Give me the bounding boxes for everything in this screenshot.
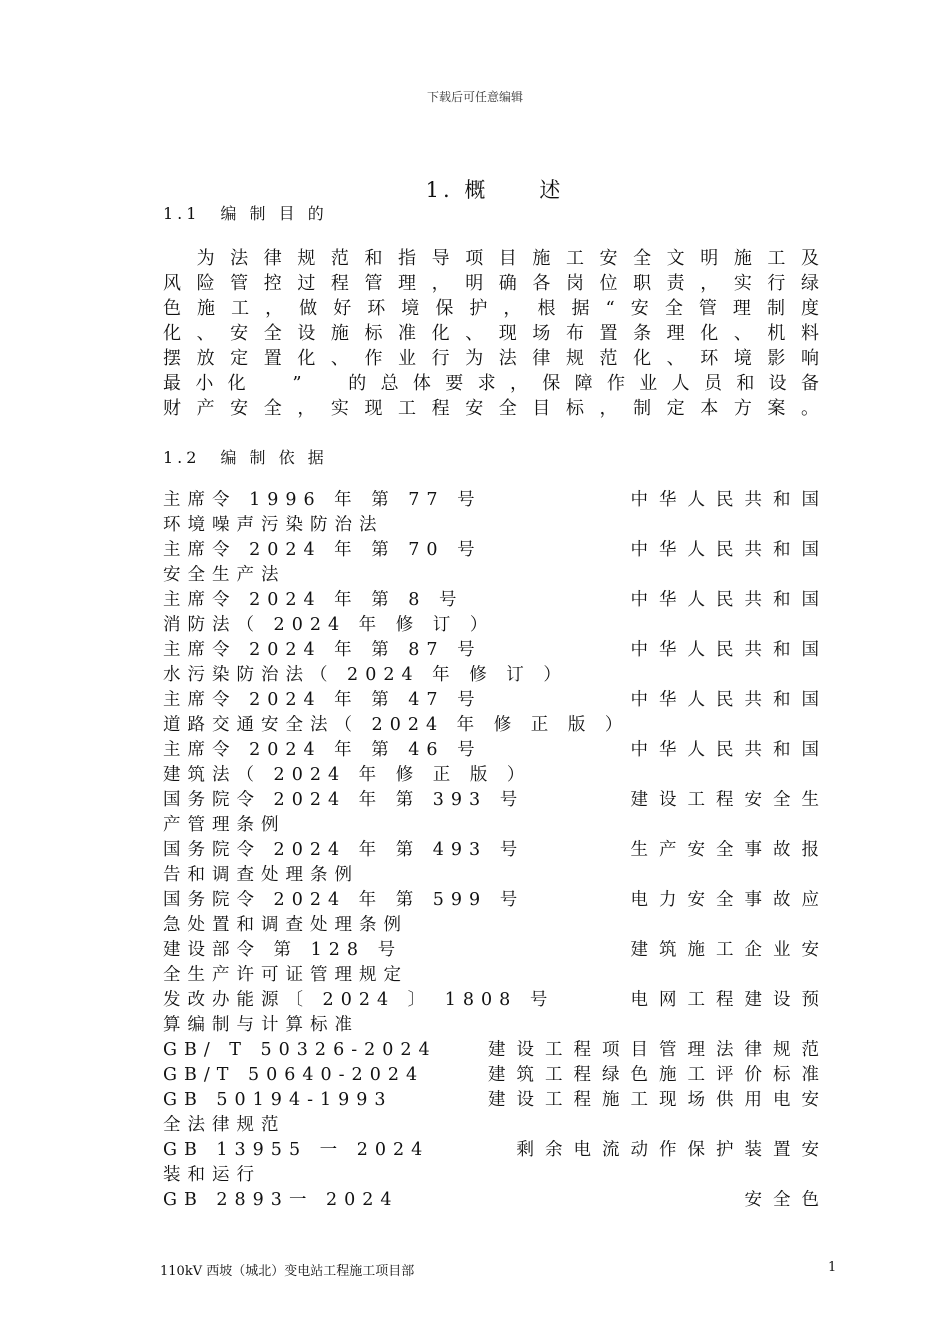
page-number: 1 xyxy=(828,1260,837,1275)
reference-title-continued: 水污染防治法（ 2024 年 修 订 ） xyxy=(163,665,568,685)
paragraph-line: 财产安全，实现工程安全目标，制定本方案。 xyxy=(163,398,819,419)
reference-title: 建设工程施工现场供用电安 xyxy=(488,1090,830,1110)
reference-row-continued xyxy=(163,663,819,688)
reference-title-continued: 装和运行 xyxy=(163,1165,261,1185)
reference-code: 国务院令 2024 年 第 493 号 xyxy=(163,840,525,860)
paragraph-line: 色施工，做好环境保护，根据“安全管理制度 xyxy=(163,298,819,319)
section-heading-basis: 1.2 编 制 依 据 xyxy=(163,448,328,467)
reference-title-continued: 全法律规范 xyxy=(163,1115,286,1135)
reference-row xyxy=(163,1063,830,1088)
paragraph-line: 摆放定置化、作业行为法律规范化、环境影响 xyxy=(163,348,819,369)
reference-title: 中华人民共和国 xyxy=(630,490,830,510)
reference-row xyxy=(163,1188,830,1213)
footer-project: 110kV 西坡（城北）变电站工程施工项目部 xyxy=(160,1264,415,1279)
reference-row xyxy=(163,1138,830,1163)
purpose-paragraph xyxy=(163,246,819,421)
reference-row xyxy=(163,538,830,563)
reference-code: GB 2893一 2024 xyxy=(163,1190,399,1210)
page-title: 1. 概 述 xyxy=(425,178,565,202)
reference-row xyxy=(163,788,830,813)
reference-row xyxy=(163,888,830,913)
reference-title: 建设工程安全生 xyxy=(630,790,830,810)
reference-row-continued xyxy=(163,613,819,638)
section-heading-purpose: 1.1 编 制 目 的 xyxy=(163,204,328,223)
reference-row-continued xyxy=(163,763,819,788)
reference-code: 国务院令 2024 年 第 393 号 xyxy=(163,790,525,810)
reference-title: 安全色 xyxy=(744,1190,830,1210)
reference-row xyxy=(163,1038,830,1063)
reference-title: 中华人民共和国 xyxy=(630,740,830,760)
reference-row-continued xyxy=(163,1163,819,1188)
paragraph-line: 最小化 ” 的总体要求，保障作业人员和设备 xyxy=(163,373,819,394)
reference-title: 电网工程建设预 xyxy=(630,990,830,1010)
reference-code: GB/ T 50326-2024 xyxy=(163,1040,437,1060)
reference-row-continued xyxy=(163,563,819,588)
reference-row xyxy=(163,638,830,663)
reference-title: 电力安全事故应 xyxy=(630,890,830,910)
reference-title-continued: 产管理条例 xyxy=(163,815,286,835)
reference-code: GB/T 50640-2024 xyxy=(163,1065,425,1085)
reference-title: 生产安全事故报 xyxy=(630,840,830,860)
reference-row xyxy=(163,688,830,713)
reference-code: 主席令 1996 年 第 77 号 xyxy=(163,490,482,510)
reference-row-continued xyxy=(163,513,819,538)
reference-code: 主席令 2024 年 第 8 号 xyxy=(163,590,464,610)
reference-row-continued xyxy=(163,863,819,888)
reference-title-continued: 安全生产法 xyxy=(163,565,286,585)
header-note: 下载后可任意编辑 xyxy=(426,90,523,104)
reference-row-continued xyxy=(163,713,819,738)
reference-title: 中华人民共和国 xyxy=(630,690,830,710)
reference-title-continued: 全生产许可证管理规定 xyxy=(163,965,408,985)
reference-title-continued: 算编制与计算标准 xyxy=(163,1015,359,1035)
reference-row-continued xyxy=(163,1013,819,1038)
reference-title: 中华人民共和国 xyxy=(630,590,830,610)
reference-title-continued: 建筑法（ 2024 年 修 正 版 ） xyxy=(163,765,532,785)
reference-title-continued: 急处置和调查处理条例 xyxy=(163,915,408,935)
reference-title-continued: 告和调查处理条例 xyxy=(163,865,359,885)
reference-code: 建设部令 第 128 号 xyxy=(163,940,403,960)
reference-title: 建设工程项目管理法律规范 xyxy=(488,1040,830,1060)
reference-code: 发改办能源〔 2024 〕 1808 号 xyxy=(163,990,555,1010)
reference-title: 建筑工程绿色施工评价标准 xyxy=(488,1065,830,1085)
reference-row xyxy=(163,588,830,613)
reference-row-continued xyxy=(163,813,819,838)
reference-title-continued: 环境噪声污染防治法 xyxy=(163,515,384,535)
reference-row-continued xyxy=(163,963,819,988)
reference-row xyxy=(163,488,830,513)
reference-title: 建筑施工企业安 xyxy=(630,940,830,960)
reference-code: 主席令 2024 年 第 87 号 xyxy=(163,640,482,660)
paragraph-line: 为法律规范和指导项目施工安全文明施工及 xyxy=(163,248,819,269)
reference-title: 剩余电流动作保护装置安 xyxy=(516,1140,830,1160)
reference-title: 中华人民共和国 xyxy=(630,640,830,660)
reference-row xyxy=(163,838,830,863)
reference-row xyxy=(163,738,830,763)
paragraph-line: 风险管控过程管理，明确各岗位职责，实行绿 xyxy=(163,273,819,294)
paragraph-line: 化、安全设施标准化、现场布置条理化、机料 xyxy=(163,323,819,344)
reference-row xyxy=(163,1088,830,1113)
reference-row xyxy=(163,938,830,963)
reference-title-continued: 消防法（ 2024 年 修 订 ） xyxy=(163,615,495,635)
reference-row-continued xyxy=(163,1113,819,1138)
reference-code: 主席令 2024 年 第 47 号 xyxy=(163,690,482,710)
reference-row-continued xyxy=(163,913,819,938)
reference-row xyxy=(163,988,830,1013)
reference-code: GB 13955 一 2024 xyxy=(163,1140,430,1160)
reference-list xyxy=(163,488,830,1213)
reference-code: 主席令 2024 年 第 46 号 xyxy=(163,740,482,760)
reference-title-continued: 道路交通安全法（ 2024 年 修 正 版 ） xyxy=(163,715,630,735)
reference-code: 主席令 2024 年 第 70 号 xyxy=(163,540,482,560)
reference-code: 国务院令 2024 年 第 599 号 xyxy=(163,890,525,910)
reference-code: GB 50194-1993 xyxy=(163,1090,393,1110)
reference-title: 中华人民共和国 xyxy=(630,540,830,560)
